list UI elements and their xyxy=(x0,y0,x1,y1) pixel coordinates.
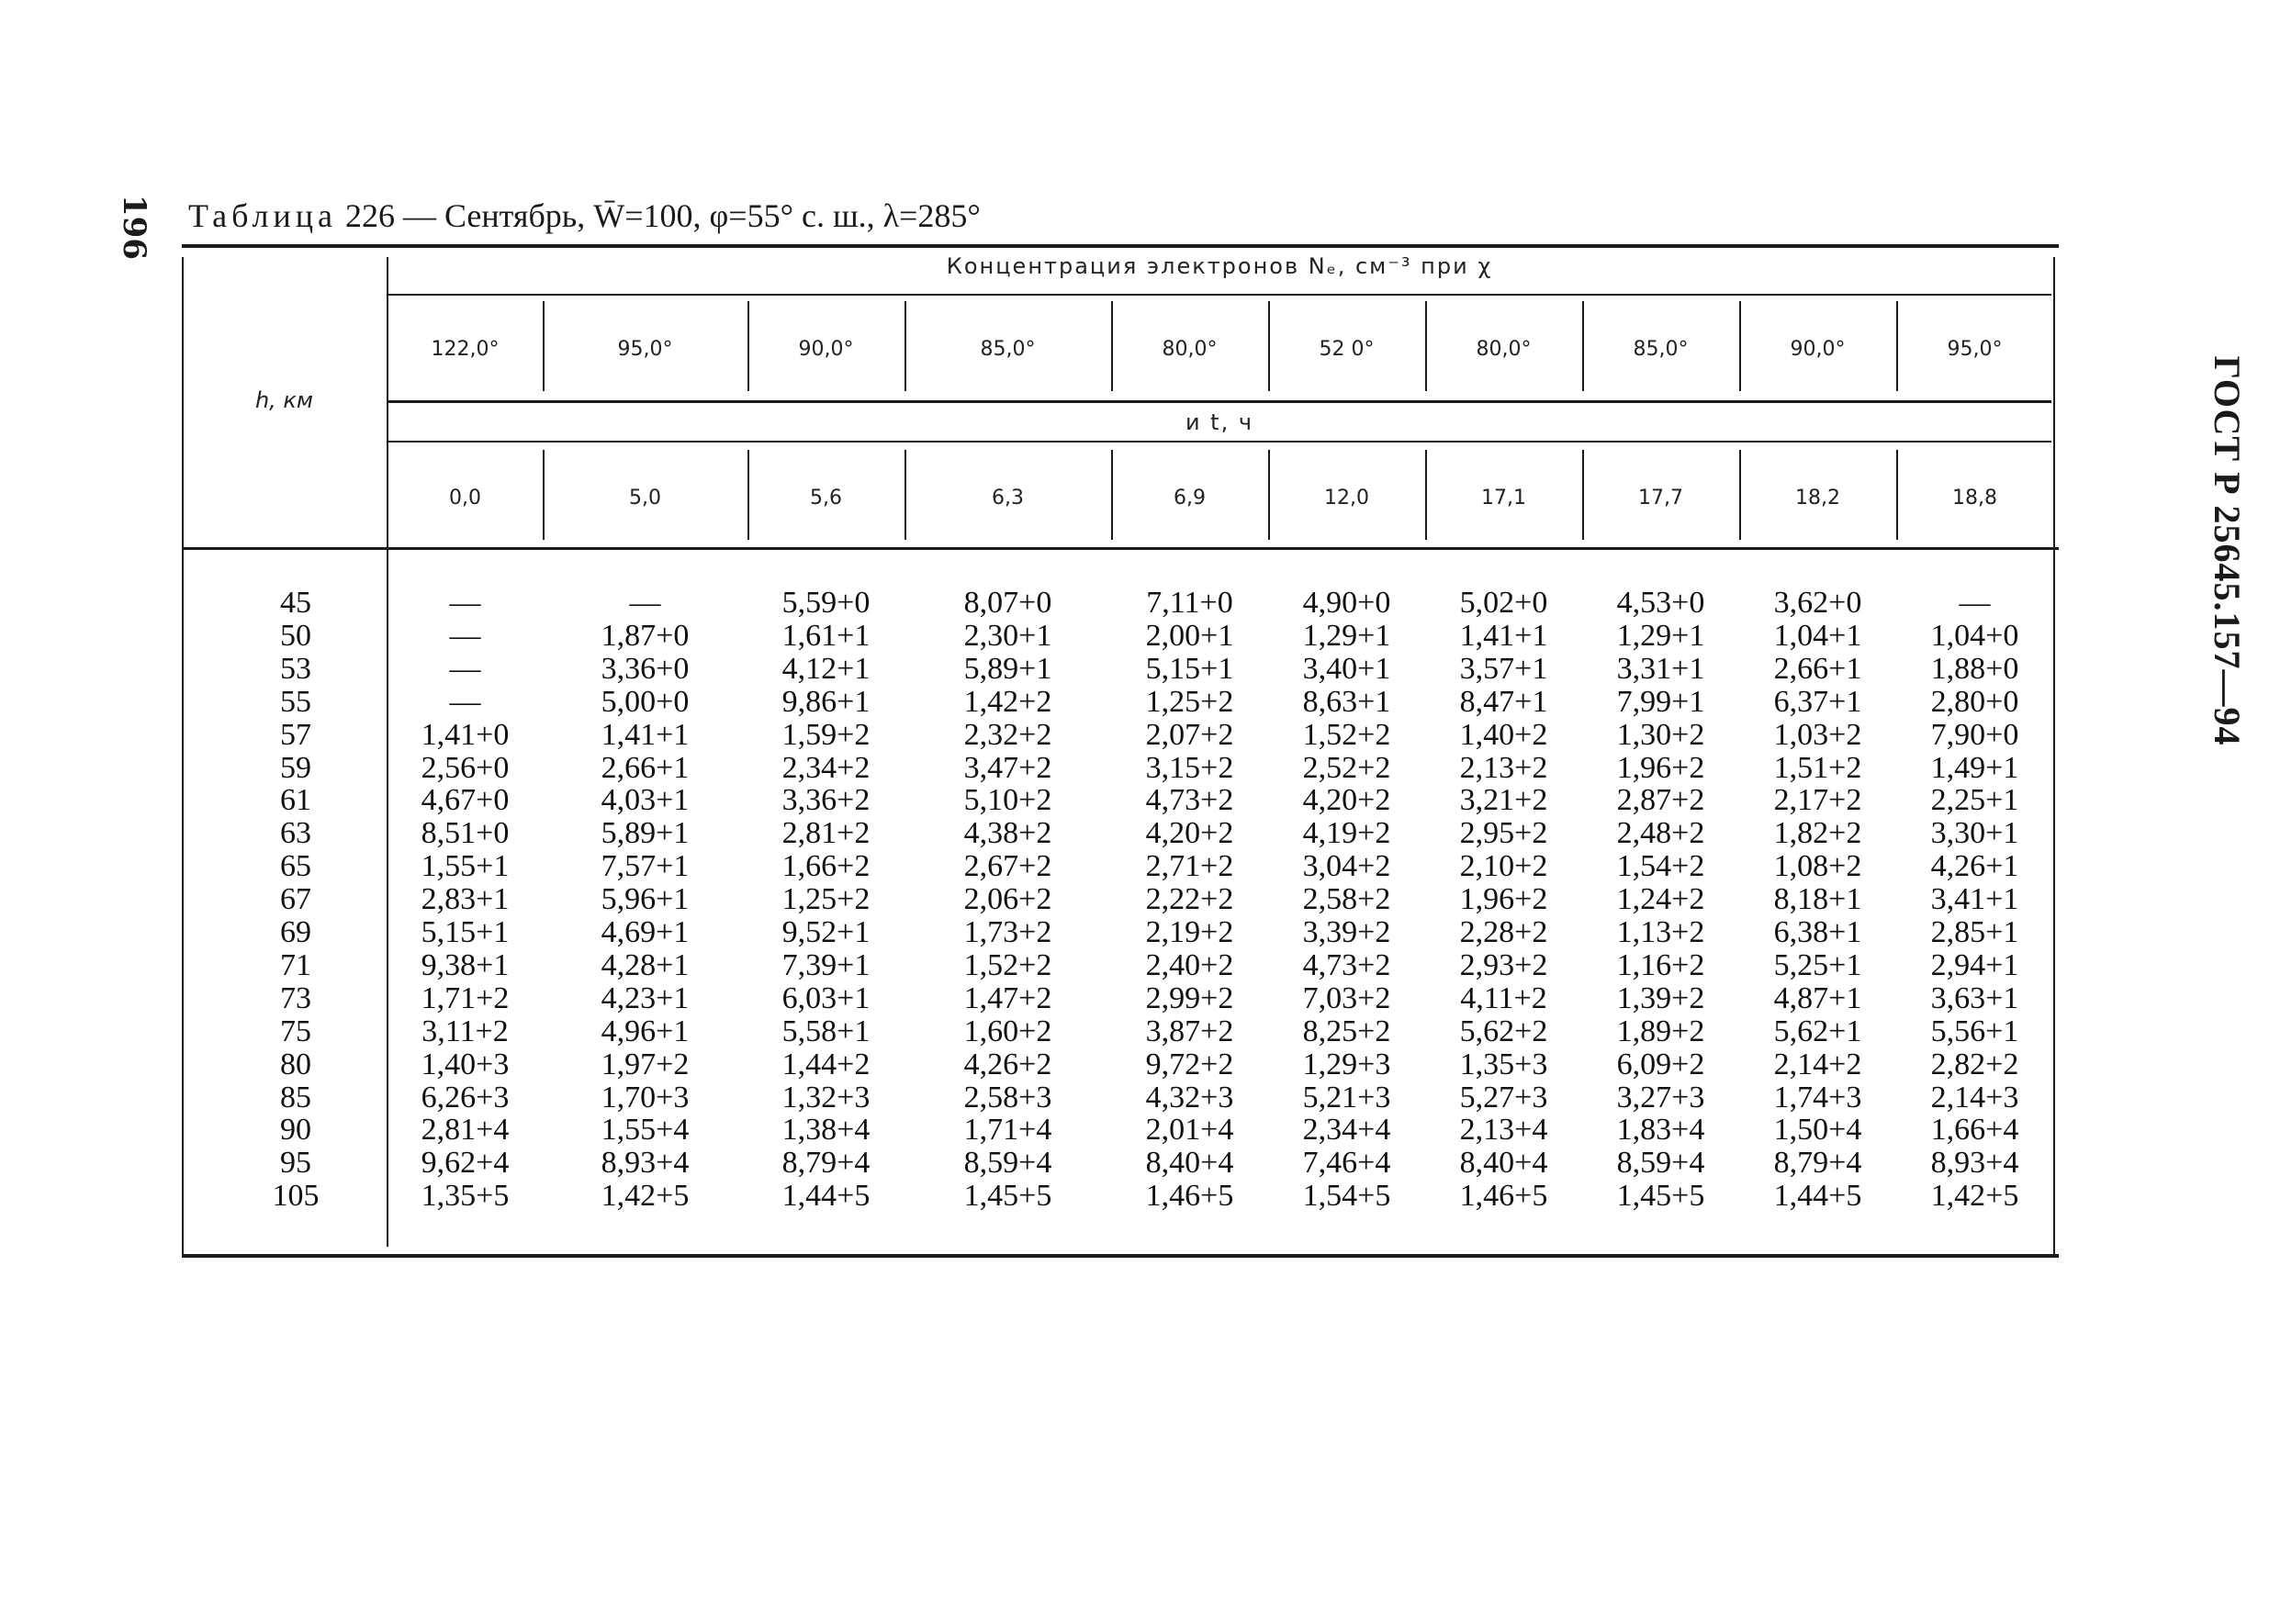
height-value: 50 xyxy=(280,619,311,653)
table-cell: 5,96+1 xyxy=(601,882,690,916)
table-cell: 1,52+2 xyxy=(1302,718,1391,752)
table-cell: 4,03+1 xyxy=(601,783,690,817)
table-cell: 4,26+2 xyxy=(963,1047,1052,1081)
table-cell: 5,25+1 xyxy=(1773,948,1862,982)
table-cell: 4,20+2 xyxy=(1145,816,1234,850)
height-value: 53 xyxy=(280,652,311,686)
table-cell: 2,32+2 xyxy=(963,718,1052,752)
table-cell: 4,87+1 xyxy=(1773,981,1862,1015)
concentration-header: Концентрация электронов Nₑ, см⁻³ при χ xyxy=(946,253,1493,279)
table-cell: 8,40+4 xyxy=(1145,1146,1234,1180)
height-value: 65 xyxy=(280,849,311,883)
table-cell: 4,69+1 xyxy=(601,915,690,949)
table-cell: 2,07+2 xyxy=(1145,718,1234,752)
table-cell: 1,29+1 xyxy=(1616,619,1705,653)
table-cell: 2,58+3 xyxy=(963,1081,1052,1114)
table-cell: 2,94+1 xyxy=(1930,948,2019,982)
table-cell: 1,59+2 xyxy=(781,718,871,752)
table-cell: 5,00+0 xyxy=(601,685,690,719)
table-cell: 1,96+2 xyxy=(1616,751,1705,785)
height-value: 95 xyxy=(280,1146,311,1180)
table-cell: 3,40+1 xyxy=(1302,652,1391,686)
table-top-rule xyxy=(182,244,2059,248)
title-rest: 226 — Сентябрь, W̄=100, φ=55° с. ш., λ=285° xyxy=(344,197,981,234)
table-cell: 1,87+0 xyxy=(601,619,690,653)
table-title xyxy=(188,190,981,241)
time-value: 5,6 xyxy=(810,487,842,510)
table-cell: 1,71+4 xyxy=(963,1113,1052,1147)
table-cell: 9,72+2 xyxy=(1145,1047,1234,1081)
table-cell: 2,01+4 xyxy=(1145,1113,1234,1147)
table-cell: 2,67+2 xyxy=(963,849,1052,883)
table-cell: 1,44+5 xyxy=(1773,1179,1862,1213)
table-cell: 1,39+2 xyxy=(1616,981,1705,1015)
table-cell: 5,21+3 xyxy=(1302,1081,1391,1114)
table-cell: 1,25+2 xyxy=(1145,685,1234,719)
table-cell: 2,13+4 xyxy=(1459,1113,1548,1147)
table-cell: 2,25+1 xyxy=(1930,783,2019,817)
time-value: 12,0 xyxy=(1324,487,1369,510)
table-cell: 1,55+1 xyxy=(421,849,510,883)
table-cell: 3,41+1 xyxy=(1930,882,2019,916)
table-cell: 1,45+5 xyxy=(1616,1179,1705,1213)
table-cell: 6,37+1 xyxy=(1773,685,1862,719)
table-cell: — xyxy=(449,586,481,620)
table-cell: 4,19+2 xyxy=(1302,816,1391,850)
table-cell: 3,15+2 xyxy=(1145,751,1234,785)
time-value: 6,3 xyxy=(992,487,1024,510)
time-value: 0,0 xyxy=(449,487,481,510)
table-cell: 6,38+1 xyxy=(1773,915,1862,949)
title-prefix: Таблица xyxy=(188,197,337,234)
table-cell: 3,47+2 xyxy=(963,751,1052,785)
table-cell: 6,26+3 xyxy=(421,1081,510,1114)
table-cell: 4,38+2 xyxy=(963,816,1052,850)
table-cell: 5,15+1 xyxy=(1145,652,1234,686)
table-cell: 4,12+1 xyxy=(781,652,871,686)
table-cell: 8,59+4 xyxy=(963,1146,1052,1180)
table-cell: 1,29+3 xyxy=(1302,1047,1391,1081)
table-cell: 2,06+2 xyxy=(963,882,1052,916)
table-cell: 5,15+1 xyxy=(421,915,510,949)
table-cell: 8,59+4 xyxy=(1616,1146,1705,1180)
table-cell: 5,62+2 xyxy=(1459,1014,1548,1048)
height-value: 69 xyxy=(280,915,311,949)
table-cell: 8,47+1 xyxy=(1459,685,1548,719)
table-cell: 1,38+4 xyxy=(781,1113,871,1147)
table-cell: 3,21+2 xyxy=(1459,783,1548,817)
time-value: 18,8 xyxy=(1952,487,1997,510)
table-cell: — xyxy=(629,586,661,620)
table-cell: 3,11+2 xyxy=(421,1014,509,1048)
time-value: 6,9 xyxy=(1174,487,1206,510)
table-bottom-rule xyxy=(182,1254,2059,1258)
table-cell: 3,36+2 xyxy=(781,783,871,817)
time-value: 5,0 xyxy=(629,487,661,510)
table-cell: 2,34+4 xyxy=(1302,1113,1391,1147)
height-value: 80 xyxy=(280,1047,311,1081)
table-cell: 2,66+1 xyxy=(601,751,690,785)
table-cell: 9,52+1 xyxy=(781,915,871,949)
table-cell: 1,61+1 xyxy=(781,619,871,653)
table-cell: 3,27+3 xyxy=(1616,1081,1705,1114)
table-cell: — xyxy=(1959,586,1991,620)
table-cell: 1,46+5 xyxy=(1145,1179,1234,1213)
table-cell: 1,25+2 xyxy=(781,882,871,916)
table-cell: 3,30+1 xyxy=(1930,816,2019,850)
table-cell: 1,52+2 xyxy=(963,948,1052,982)
table-cell: 2,13+2 xyxy=(1459,751,1548,785)
table-cell: 2,34+2 xyxy=(781,751,871,785)
table-cell: 2,58+2 xyxy=(1302,882,1391,916)
table-cell: 2,93+2 xyxy=(1459,948,1548,982)
table-cell: 5,58+1 xyxy=(781,1014,871,1048)
table-cell: 3,87+2 xyxy=(1145,1014,1234,1048)
chi-value: 95,0° xyxy=(617,338,673,361)
table-cell: 2,81+2 xyxy=(781,816,871,850)
table-cell: 8,07+0 xyxy=(963,586,1052,620)
table-cell: 9,38+1 xyxy=(421,948,510,982)
table-cell: 4,11+2 xyxy=(1460,981,1547,1015)
height-value: 63 xyxy=(280,816,311,850)
table-cell: 7,46+4 xyxy=(1302,1146,1391,1180)
chi-value: 90,0° xyxy=(1790,338,1846,361)
table-cell: 1,45+5 xyxy=(963,1179,1052,1213)
table-cell: 2,83+1 xyxy=(421,882,510,916)
table-cell: 2,80+0 xyxy=(1930,685,2019,719)
height-value: 67 xyxy=(280,882,311,916)
chi-value: 122,0° xyxy=(431,338,500,361)
table-cell: 1,41+1 xyxy=(1459,619,1548,653)
table-cell: 8,51+0 xyxy=(421,816,510,850)
table-cell: 1,35+5 xyxy=(421,1179,510,1213)
table-cell: 2,85+1 xyxy=(1930,915,2019,949)
table-cell: 1,46+5 xyxy=(1459,1179,1548,1213)
table-cell: 1,50+4 xyxy=(1773,1113,1862,1147)
table-cell: 1,66+4 xyxy=(1930,1113,2019,1147)
header-bottom-rule xyxy=(182,547,2059,550)
table-cell: 1,41+0 xyxy=(421,718,510,752)
table-cell: 1,73+2 xyxy=(963,915,1052,949)
table-cell: 1,49+1 xyxy=(1930,751,2019,785)
table-cell: 1,13+2 xyxy=(1616,915,1705,949)
table-cell: 1,60+2 xyxy=(963,1014,1052,1048)
table-cell: 1,82+2 xyxy=(1773,816,1862,850)
height-value: 73 xyxy=(280,981,311,1015)
table-cell: 3,57+1 xyxy=(1459,652,1548,686)
table-cell: 3,39+2 xyxy=(1302,915,1391,949)
table-cell: 1,66+2 xyxy=(781,849,871,883)
table-cell: 7,11+0 xyxy=(1146,586,1233,620)
table-cell: 8,93+4 xyxy=(601,1146,690,1180)
table-cell: 8,93+4 xyxy=(1930,1146,2019,1180)
chi-value: 95,0° xyxy=(1947,338,2003,361)
table-cell: — xyxy=(449,652,481,686)
gost-code: ГОСТ Р 25645.157—94 xyxy=(2207,355,2248,746)
table-cell: 1,30+2 xyxy=(1616,718,1705,752)
table-cell: 1,74+3 xyxy=(1773,1081,1862,1114)
table-cell: 1,35+3 xyxy=(1459,1047,1548,1081)
table-cell: 4,32+3 xyxy=(1145,1081,1234,1114)
table-cell: 8,40+4 xyxy=(1459,1146,1548,1180)
table-cell: 1,29+1 xyxy=(1302,619,1391,653)
table-cell: 8,18+1 xyxy=(1773,882,1862,916)
height-value: 90 xyxy=(280,1113,311,1147)
table-cell: 1,16+2 xyxy=(1616,948,1705,982)
table-cell: 8,79+4 xyxy=(1773,1146,1862,1180)
table-cell: 2,00+1 xyxy=(1145,619,1234,653)
table-cell: 6,09+2 xyxy=(1616,1047,1705,1081)
time-value: 17,7 xyxy=(1638,487,1683,510)
time-value: 17,1 xyxy=(1481,487,1526,510)
table-cell: 5,27+3 xyxy=(1459,1081,1548,1114)
table-cell: 5,56+1 xyxy=(1930,1014,2019,1048)
table-cell: 1,40+3 xyxy=(421,1047,510,1081)
height-value: 55 xyxy=(280,685,311,719)
table-cell: 1,54+2 xyxy=(1616,849,1705,883)
table-cell: 1,71+2 xyxy=(421,981,510,1015)
table-cell: 2,17+2 xyxy=(1773,783,1862,817)
table-cell: 1,42+5 xyxy=(1930,1179,2019,1213)
table-cell: 4,53+0 xyxy=(1616,586,1705,620)
table-cell: 1,44+2 xyxy=(781,1047,871,1081)
table-cell: 1,42+5 xyxy=(601,1179,690,1213)
table-cell: 4,90+0 xyxy=(1302,586,1391,620)
table-cell: 2,40+2 xyxy=(1145,948,1234,982)
table-cell: 3,63+1 xyxy=(1930,981,2019,1015)
height-value: 61 xyxy=(280,783,311,817)
table-cell: 4,20+2 xyxy=(1302,783,1391,817)
table-cell: 1,44+5 xyxy=(781,1179,871,1213)
table-cell: — xyxy=(449,685,481,719)
chi-value: 90,0° xyxy=(798,338,854,361)
table-cell: 2,19+2 xyxy=(1145,915,1234,949)
height-value: 57 xyxy=(280,718,311,752)
table-cell: 2,30+1 xyxy=(963,619,1052,653)
table-cell: 4,23+1 xyxy=(601,981,690,1015)
table-cell: 1,40+2 xyxy=(1459,718,1548,752)
time-header: и t, ч xyxy=(1185,409,1254,435)
table-cell: 1,70+3 xyxy=(601,1081,690,1114)
table-cell: 5,59+0 xyxy=(781,586,871,620)
height-value: 71 xyxy=(280,948,311,982)
chi-top-rule xyxy=(388,294,2051,296)
table-cell: 1,42+2 xyxy=(963,685,1052,719)
table-cell: 4,67+0 xyxy=(421,783,510,817)
table-cell: 7,57+1 xyxy=(601,849,690,883)
table-cell: 2,99+2 xyxy=(1145,981,1234,1015)
height-value: 105 xyxy=(272,1179,320,1213)
table-cell: 2,14+3 xyxy=(1930,1081,2019,1114)
table-cell: 1,88+0 xyxy=(1930,652,2019,686)
table-cell: 2,66+1 xyxy=(1773,652,1862,686)
table-cell: 5,02+0 xyxy=(1459,586,1548,620)
table-cell: — xyxy=(449,619,481,653)
table-cell: 8,25+2 xyxy=(1302,1014,1391,1048)
chi-value: 80,0° xyxy=(1162,338,1218,361)
table-cell: 2,56+0 xyxy=(421,751,510,785)
table-cell: 1,89+2 xyxy=(1616,1014,1705,1048)
table-cell: 7,39+1 xyxy=(781,948,871,982)
chi-bottom-rule xyxy=(388,400,2051,403)
table-cell: 2,22+2 xyxy=(1145,882,1234,916)
time-value: 18,2 xyxy=(1795,487,1840,510)
table-cell: 2,48+2 xyxy=(1616,816,1705,850)
table-cell: 1,47+2 xyxy=(963,981,1052,1015)
table-cell: 6,03+1 xyxy=(781,981,871,1015)
height-value: 45 xyxy=(280,586,311,620)
table-cell: 3,36+0 xyxy=(601,652,690,686)
table-cell: 2,10+2 xyxy=(1459,849,1548,883)
table-cell: 2,95+2 xyxy=(1459,816,1548,850)
table-cell: 1,08+2 xyxy=(1773,849,1862,883)
table-cell: 5,10+2 xyxy=(963,783,1052,817)
height-value: 75 xyxy=(280,1014,311,1048)
table-cell: 4,26+1 xyxy=(1930,849,2019,883)
table-cell: 2,81+4 xyxy=(421,1113,510,1147)
table-right-border xyxy=(2053,257,2055,1256)
table-cell: 1,04+0 xyxy=(1930,619,2019,653)
page-number: 196 xyxy=(116,195,152,260)
table-cell: 2,87+2 xyxy=(1616,783,1705,817)
data-table xyxy=(182,241,2059,1260)
chi-value: 80,0° xyxy=(1476,338,1532,361)
table-cell: 5,89+1 xyxy=(963,652,1052,686)
table-cell: 3,62+0 xyxy=(1773,586,1862,620)
table-cell: 1,55+4 xyxy=(601,1113,690,1147)
table-cell: 3,31+1 xyxy=(1616,652,1705,686)
time-label-rule xyxy=(388,441,2051,442)
table-cell: 1,24+2 xyxy=(1616,882,1705,916)
table-cell: 2,82+2 xyxy=(1930,1047,2019,1081)
table-cell: 9,86+1 xyxy=(781,685,871,719)
table-cell: 4,28+1 xyxy=(601,948,690,982)
chi-value: 52 0° xyxy=(1319,338,1375,361)
height-value: 59 xyxy=(280,751,311,785)
table-cell: 2,52+2 xyxy=(1302,751,1391,785)
table-cell: 2,14+2 xyxy=(1773,1047,1862,1081)
table-cell: 1,97+2 xyxy=(601,1047,690,1081)
table-cell: 8,63+1 xyxy=(1302,685,1391,719)
height-column-header: h, км xyxy=(254,387,314,413)
chi-value: 85,0° xyxy=(980,338,1036,361)
table-cell: 7,99+1 xyxy=(1616,685,1705,719)
table-cell: 1,96+2 xyxy=(1459,882,1548,916)
table-cell: 1,83+4 xyxy=(1616,1113,1705,1147)
table-cell: 4,73+2 xyxy=(1145,783,1234,817)
table-cell: 7,90+0 xyxy=(1930,718,2019,752)
table-cell: 1,03+2 xyxy=(1773,718,1862,752)
height-value: 85 xyxy=(280,1081,311,1114)
table-cell: 4,96+1 xyxy=(601,1014,690,1048)
table-cell: 1,04+1 xyxy=(1773,619,1862,653)
table-cell: 5,62+1 xyxy=(1773,1014,1862,1048)
table-cell: 1,41+1 xyxy=(601,718,690,752)
chi-value: 85,0° xyxy=(1633,338,1689,361)
table-cell: 2,71+2 xyxy=(1145,849,1234,883)
table-cell: 7,03+2 xyxy=(1302,981,1391,1015)
table-cell: 9,62+4 xyxy=(421,1146,510,1180)
table-cell: 1,32+3 xyxy=(781,1081,871,1114)
table-cell: 2,28+2 xyxy=(1459,915,1548,949)
table-cell: 8,79+4 xyxy=(781,1146,871,1180)
table-cell: 3,04+2 xyxy=(1302,849,1391,883)
table-cell: 5,89+1 xyxy=(601,816,690,850)
table-cell: 4,73+2 xyxy=(1302,948,1391,982)
table-cell: 1,51+2 xyxy=(1773,751,1862,785)
table-cell: 1,54+5 xyxy=(1302,1179,1391,1213)
